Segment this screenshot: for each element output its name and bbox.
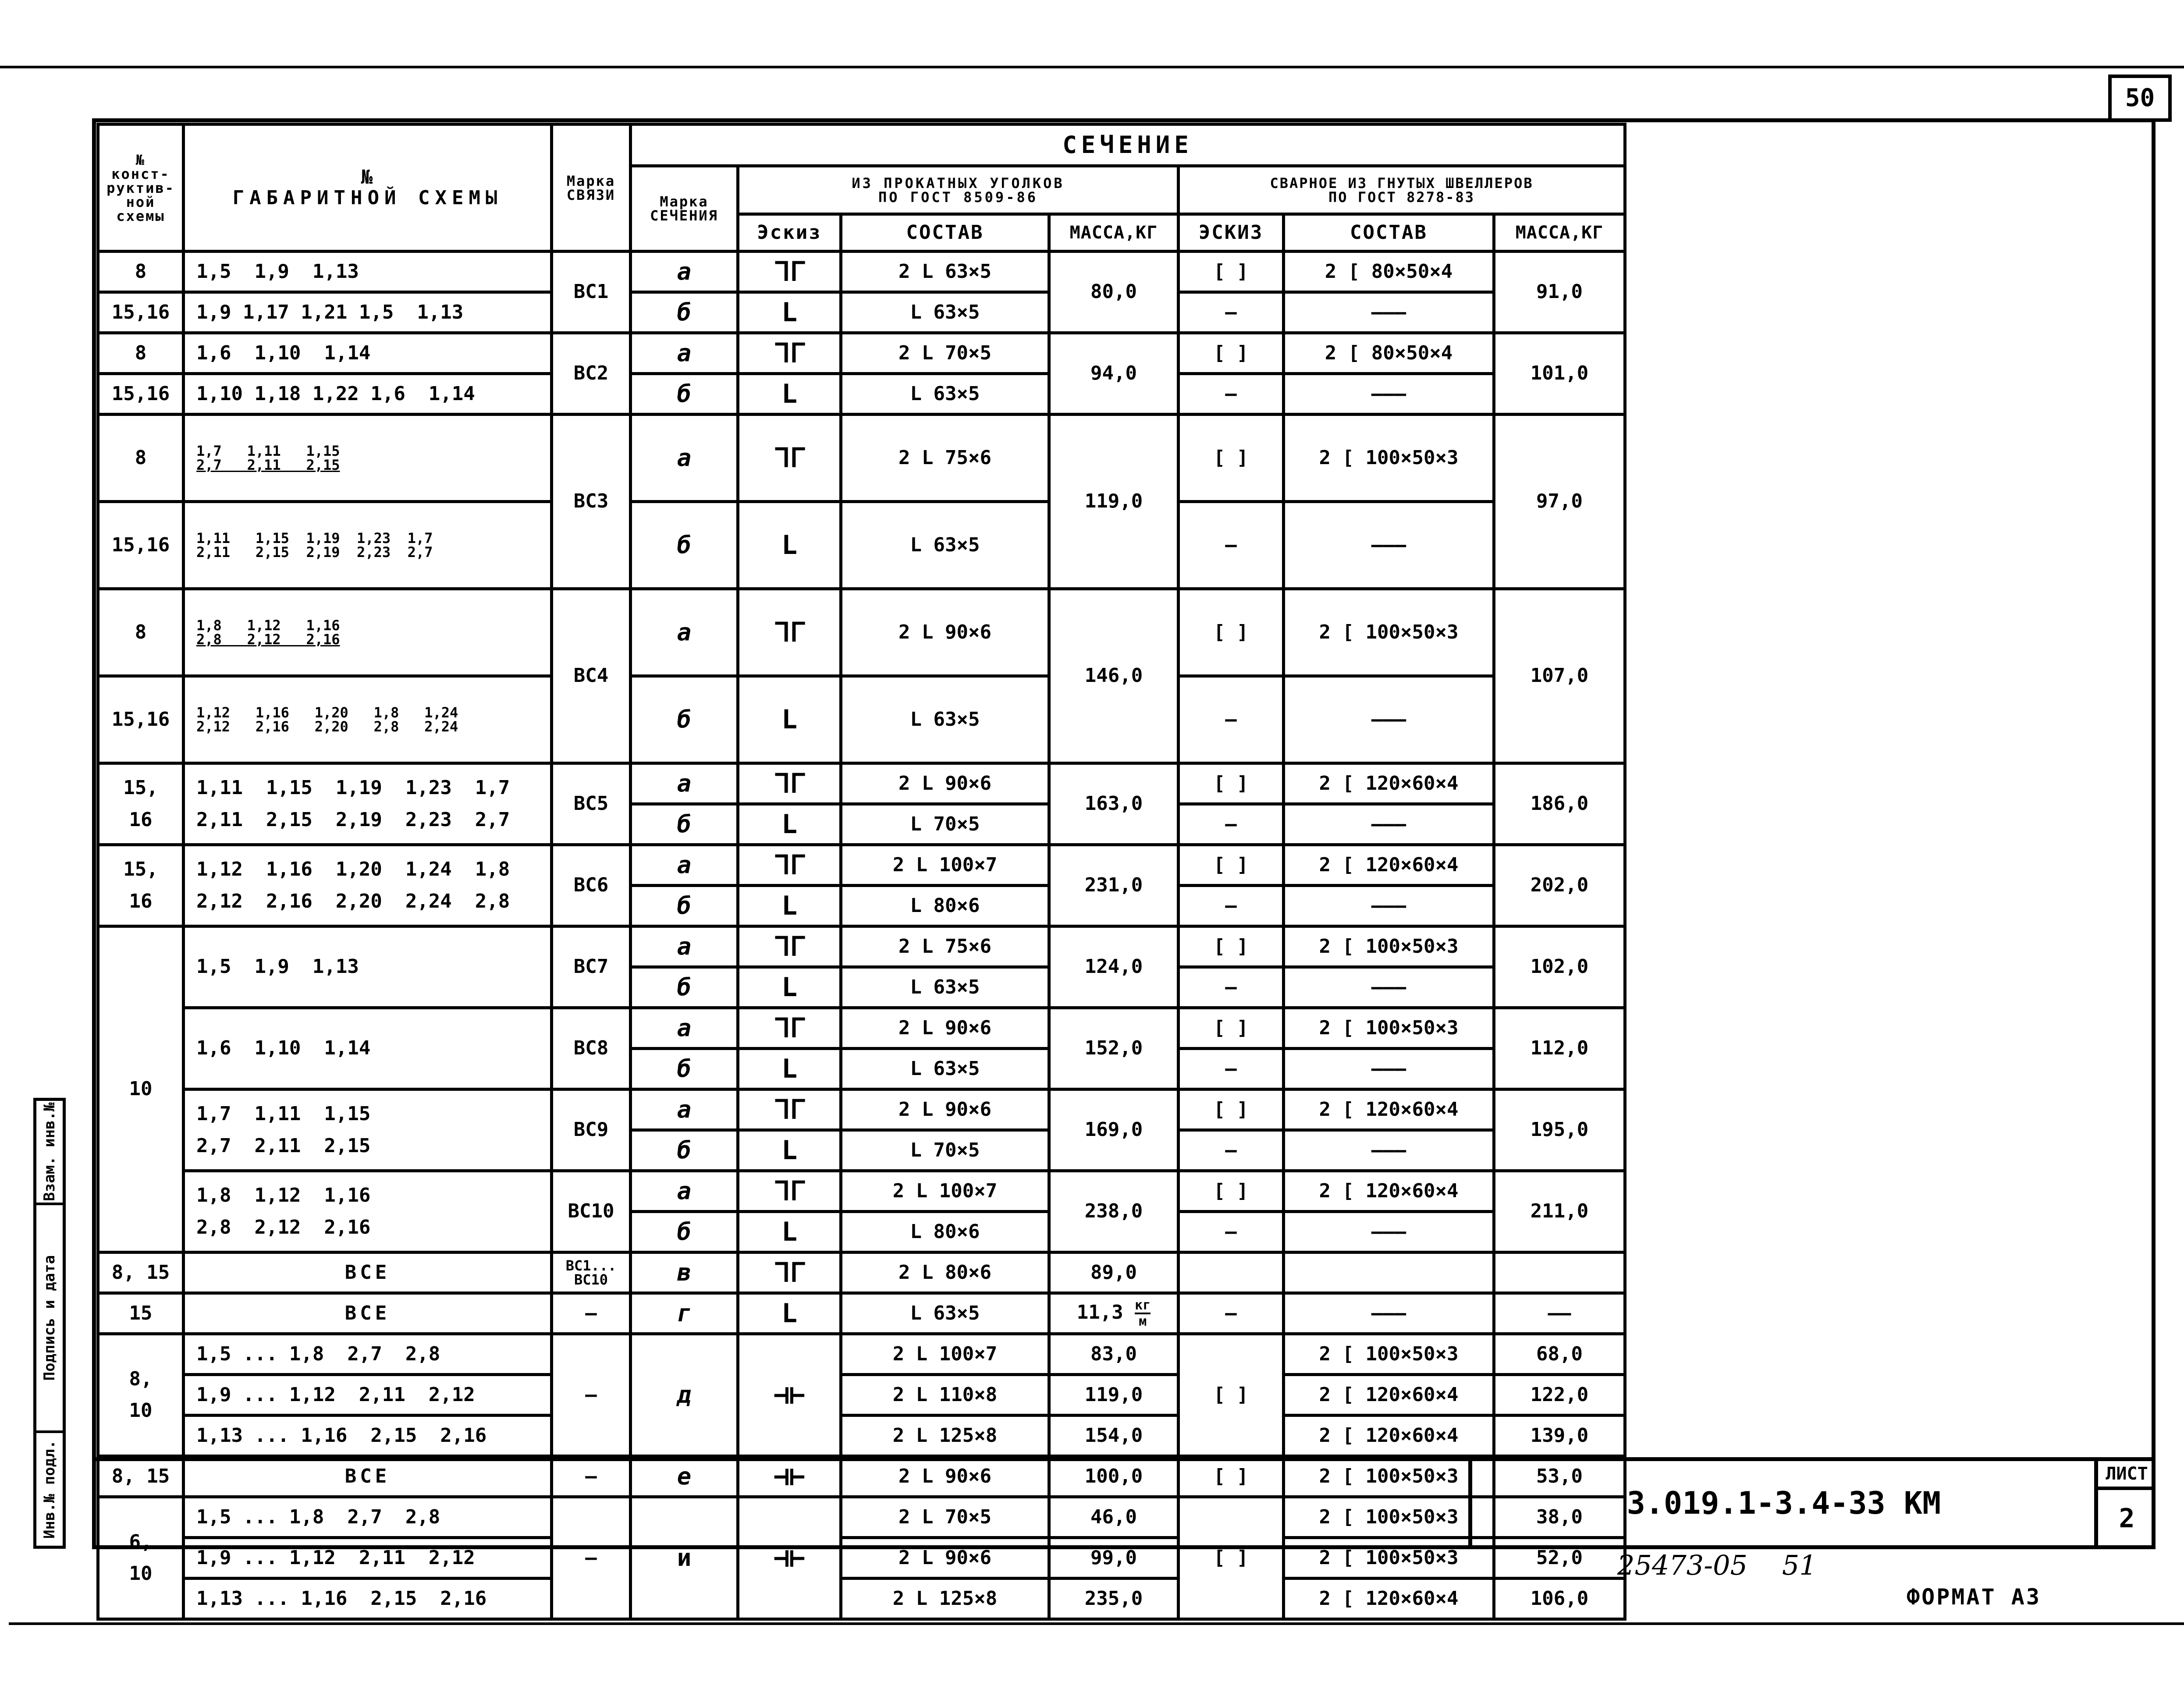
mass: 94,0 — [1049, 333, 1179, 415]
composition: 2 L 70×5 — [841, 1497, 1049, 1538]
channel-box-icon: [ ] — [1179, 333, 1284, 374]
channel-box-icon: [ ] — [1179, 1497, 1284, 1619]
single-angle-icon: L — [738, 1049, 841, 1089]
dash: — — [1179, 374, 1284, 415]
section-mark: а — [631, 1171, 738, 1212]
double-angle-icon: ᒣᒥ — [738, 763, 841, 804]
single-angle-icon: L — [738, 292, 841, 333]
welded-composition: 2 [ 100×50×3 — [1284, 1497, 1494, 1538]
mass: 119,0 — [1049, 415, 1179, 589]
double-angle-icon: ᒣᒥ — [738, 1171, 841, 1212]
welded-mass: 107,0 — [1494, 589, 1625, 763]
section-mark: е — [631, 1456, 738, 1497]
scheme-list: 1,9 ... 1,12 2,11 2,12 — [184, 1375, 552, 1416]
welded-composition: 2 [ 120×60×4 — [1284, 1579, 1494, 1619]
mass: 163,0 — [1049, 763, 1179, 845]
construct-no: 15,16 — [98, 292, 184, 333]
section-mark: б — [631, 502, 738, 589]
mass: 99,0 — [1049, 1538, 1179, 1579]
scheme-list: 1,9 ... 1,12 2,11 2,12 — [184, 1538, 552, 1579]
double-angle-icon: ᒣᒥ — [738, 1089, 841, 1130]
welded-composition: 2 [ 100×50×3 — [1284, 589, 1494, 676]
welded-sketch-header: ЭСКИЗ — [1179, 214, 1284, 252]
welded-mass: 211,0 — [1494, 1171, 1625, 1253]
cross-angle-icon: ⊣⊢ — [738, 1456, 841, 1497]
welded-composition: 2 [ 100×50×3 — [1284, 1008, 1494, 1049]
dash: — — [1179, 1049, 1284, 1089]
welded-composition: 2 [ 80×50×4 — [1284, 333, 1494, 374]
dash: — — [1179, 967, 1284, 1008]
dash: — — [1179, 502, 1284, 589]
double-angle-icon: ᒣᒥ — [738, 845, 841, 886]
mass: 46,0 — [1049, 1497, 1179, 1538]
scheme-list: 1,13 ... 1,16 2,15 2,16 — [184, 1579, 552, 1619]
composition: 2 L 90×6 — [841, 1089, 1049, 1130]
construct-no: 8 — [98, 415, 184, 502]
dash: — — [552, 1497, 631, 1619]
welded-mass: 101,0 — [1494, 333, 1625, 415]
brace-mark: ВС9 — [552, 1089, 631, 1171]
construct-no: 15, 16 — [98, 763, 184, 845]
composition: 2 L 100×7 — [841, 1171, 1049, 1212]
composition: L 63×5 — [841, 1049, 1049, 1089]
title-block-divider — [1468, 1457, 1472, 1549]
col-scheme-header: № ГАБАРИТНОЙ СХЕМЫ — [184, 124, 552, 252]
composition: 2 L 75×6 — [841, 415, 1049, 502]
section-mark: б — [631, 886, 738, 926]
double-angle-icon: ᒣᒥ — [738, 333, 841, 374]
dash: — — [552, 1334, 631, 1456]
composition: L 70×5 — [841, 804, 1049, 845]
sections-table — [96, 123, 1626, 1621]
construct-no: 8 — [98, 252, 184, 292]
col-mark-header: Марка СВЯЗИ — [552, 124, 631, 252]
welded-mass: 97,0 — [1494, 415, 1625, 589]
section-mark: б — [631, 676, 738, 763]
double-angle-icon: ᒣᒥ — [738, 252, 841, 292]
sketch-header: Эскиз — [738, 214, 841, 252]
channel-box-icon: [ ] — [1179, 589, 1284, 676]
scheme-list: 1,11 1,15 1,19 1,23 1,7 2,11 2,15 2,19 2,23 2,7 — [184, 502, 552, 589]
welded-mass: 139,0 — [1494, 1416, 1625, 1456]
mass: 235,0 — [1049, 1579, 1179, 1619]
scheme-list: ВСЕ — [184, 1293, 552, 1334]
section-mark: а — [631, 333, 738, 374]
scheme-list: 1,5 ... 1,8 2,7 2,8 — [184, 1497, 552, 1538]
mass-header: МАССА,КГ — [1049, 214, 1179, 252]
welded-mass: 52,0 — [1494, 1538, 1625, 1579]
dash: — — [1179, 804, 1284, 845]
mass: 80,0 — [1049, 252, 1179, 333]
welded-composition: 2 [ 120×60×4 — [1284, 845, 1494, 886]
brace-mark: ВС5 — [552, 763, 631, 845]
welded-composition: ——— — [1284, 374, 1494, 415]
composition: 2 L 125×8 — [841, 1579, 1049, 1619]
dash: — — [1179, 676, 1284, 763]
composition: 2 L 90×6 — [841, 1538, 1049, 1579]
double-angle-icon: ᒣᒥ — [738, 1253, 841, 1293]
welded-mass: —— — [1494, 1293, 1625, 1334]
composition: 2 L 75×6 — [841, 926, 1049, 967]
section-mark: б — [631, 374, 738, 415]
channel-box-icon: [ ] — [1179, 926, 1284, 967]
composition: L 63×5 — [841, 1293, 1049, 1334]
single-angle-icon: L — [738, 1130, 841, 1171]
single-angle-icon: L — [738, 676, 841, 763]
channel-box-icon: [ ] — [1179, 845, 1284, 886]
composition: L 80×6 — [841, 886, 1049, 926]
scheme-list: 1,12 1,16 1,20 1,8 1,24 2,12 2,16 2,20 2,8 2,24 — [184, 676, 552, 763]
section-mark: в — [631, 1253, 738, 1293]
construct-no: 10 — [98, 926, 184, 1253]
welded-composition: ——— — [1284, 1049, 1494, 1089]
section-mark: а — [631, 252, 738, 292]
single-angle-icon: L — [738, 1293, 841, 1334]
scheme-list: 1,5 1,9 1,13 — [184, 252, 552, 292]
construct-no: 15,16 — [98, 502, 184, 589]
composition: 2 L 90×6 — [841, 763, 1049, 804]
welded-composition: ——— — [1284, 967, 1494, 1008]
col-section-mark-header: Марка СЕЧЕНИЯ — [631, 166, 738, 252]
mass: 169,0 — [1049, 1089, 1179, 1171]
welded-mass: 202,0 — [1494, 845, 1625, 926]
scheme-list: 1,7 1,11 1,15 2,7 2,11 2,15 — [184, 415, 552, 502]
mass: 231,0 — [1049, 845, 1179, 926]
single-angle-icon: L — [738, 374, 841, 415]
welded-composition: 2 [ 100×50×3 — [1284, 1456, 1494, 1497]
welded-composition: ——— — [1284, 1212, 1494, 1253]
dash: — — [552, 1293, 631, 1334]
welded-mass: 106,0 — [1494, 1579, 1625, 1619]
scheme-list: 1,6 1,10 1,14 — [184, 1008, 552, 1089]
brace-mark: ВС1 — [552, 252, 631, 333]
sheet-label: ЛИСТ — [2098, 1461, 2156, 1490]
scheme-list: 1,5 ... 1,8 2,7 2,8 — [184, 1334, 552, 1375]
welded-mass: 53,0 — [1494, 1456, 1625, 1497]
single-angle-icon: L — [738, 502, 841, 589]
composition: 2 L 100×7 — [841, 1334, 1049, 1375]
composition: L 63×5 — [841, 676, 1049, 763]
scheme-list: 1,10 1,18 1,22 1,6 1,14 — [184, 374, 552, 415]
composition: 2 L 80×6 — [841, 1253, 1049, 1293]
empty-cell — [1179, 1253, 1284, 1293]
col-no-header: № конст- руктив- ной схемы — [98, 124, 184, 252]
double-angle-icon: ᒣᒥ — [738, 415, 841, 502]
dash: — — [1179, 292, 1284, 333]
composition: L 70×5 — [841, 1130, 1049, 1171]
mass: 89,0 — [1049, 1253, 1179, 1293]
welded-composition: 2 [ 120×60×4 — [1284, 763, 1494, 804]
mass: 238,0 — [1049, 1171, 1179, 1253]
double-angle-icon: ᒣᒥ — [738, 1008, 841, 1049]
composition: 2 L 90×6 — [841, 589, 1049, 676]
welded-composition: ——— — [1284, 676, 1494, 763]
sheet-box-divider — [2094, 1457, 2098, 1549]
welded-group-header: СВАРНОЕ ИЗ ГНУТЫХ ШВЕЛЛЕРОВ ПО ГОСТ 8278-83 — [1179, 166, 1625, 214]
construct-no: 8 — [98, 589, 184, 676]
scheme-list: 1,8 1,12 1,16 2,8 2,12 2,16 — [184, 1171, 552, 1253]
channel-box-icon: [ ] — [1179, 1089, 1284, 1130]
top-rule — [0, 66, 2184, 68]
scheme-list: ВСЕ — [184, 1456, 552, 1497]
side-stamp-inv-no: Инв.№ подл. — [36, 1430, 63, 1546]
dash: — — [1179, 1130, 1284, 1171]
cross-angle-icon: ⊣⊢ — [738, 1497, 841, 1619]
handwritten-note: 25473-05 51 — [1617, 1549, 1817, 1581]
welded-mass: 38,0 — [1494, 1497, 1625, 1538]
empty-cell — [1284, 1253, 1494, 1293]
composition: 2 L 63×5 — [841, 252, 1049, 292]
welded-mass: 112,0 — [1494, 1008, 1625, 1089]
section-mark: а — [631, 589, 738, 676]
construct-no: 15 — [98, 1293, 184, 1334]
welded-composition-header: СОСТАВ — [1284, 214, 1494, 252]
scheme-list: 1,5 1,9 1,13 — [184, 926, 552, 1008]
mass: 100,0 — [1049, 1456, 1179, 1497]
brace-mark: ВС2 — [552, 333, 631, 415]
section-mark: д — [631, 1334, 738, 1456]
welded-composition: ——— — [1284, 292, 1494, 333]
composition-header: СОСТАВ — [841, 214, 1049, 252]
dash: — — [1179, 1293, 1284, 1334]
section-mark: а — [631, 1008, 738, 1049]
scheme-list: ВСЕ — [184, 1253, 552, 1293]
welded-mass: 102,0 — [1494, 926, 1625, 1008]
composition: 2 L 110×8 — [841, 1375, 1049, 1416]
rolled-group-header: ИЗ ПРОКАТНЫХ УГОЛКОВ ПО ГОСТ 8509-86 — [738, 166, 1179, 214]
channel-box-icon: [ ] — [1179, 1456, 1284, 1497]
welded-composition: 2 [ 100×50×3 — [1284, 415, 1494, 502]
composition: L 63×5 — [841, 502, 1049, 589]
construct-no: 15, 16 — [98, 845, 184, 926]
section-mark: г — [631, 1293, 738, 1334]
welded-mass: 122,0 — [1494, 1375, 1625, 1416]
composition: 2 L 90×6 — [841, 1008, 1049, 1049]
single-angle-icon: L — [738, 967, 841, 1008]
dash: — — [1179, 886, 1284, 926]
section-mark: и — [631, 1497, 738, 1619]
composition: L 63×5 — [841, 967, 1049, 1008]
scheme-list: 1,13 ... 1,16 2,15 2,16 — [184, 1416, 552, 1456]
channel-box-icon: [ ] — [1179, 1171, 1284, 1212]
format-label: ФОРМАТ А3 — [1907, 1584, 2041, 1610]
scheme-list: 1,6 1,10 1,14 — [184, 333, 552, 374]
section-mark: а — [631, 845, 738, 886]
section-mark: б — [631, 292, 738, 333]
brace-mark: ВС7 — [552, 926, 631, 1008]
mass: 83,0 — [1049, 1334, 1179, 1375]
channel-box-icon: [ ] — [1179, 1334, 1284, 1456]
scheme-list: 1,11 1,15 1,19 1,23 1,7 2,11 2,15 2,19 2,23 2,7 — [184, 763, 552, 845]
composition: 2 L 125×8 — [841, 1416, 1049, 1456]
construct-no: 8, 15 — [98, 1456, 184, 1497]
welded-composition: 2 [ 120×60×4 — [1284, 1089, 1494, 1130]
double-angle-icon: ᒣᒥ — [738, 589, 841, 676]
composition: L 63×5 — [841, 292, 1049, 333]
welded-composition: 2 [ 80×50×4 — [1284, 252, 1494, 292]
construct-no: 8, 10 — [98, 1334, 184, 1456]
construct-no: 15,16 — [98, 676, 184, 763]
bottom-rule — [9, 1622, 2184, 1625]
brace-mark: ВС6 — [552, 845, 631, 926]
section-mark: б — [631, 967, 738, 1008]
welded-composition: 2 [ 100×50×3 — [1284, 1538, 1494, 1579]
section-mark: а — [631, 763, 738, 804]
composition: 2 L 90×6 — [841, 1456, 1049, 1497]
cross-angle-icon: ⊣⊢ — [738, 1334, 841, 1456]
welded-composition: 2 [ 120×60×4 — [1284, 1416, 1494, 1456]
scheme-list: 1,9 1,17 1,21 1,5 1,13 — [184, 292, 552, 333]
scheme-list: 1,8 1,12 1,16 2,8 2,12 2,16 — [184, 589, 552, 676]
side-stamp — [33, 1098, 66, 1549]
welded-composition: 2 [ 100×50×3 — [1284, 926, 1494, 967]
welded-mass: 68,0 — [1494, 1334, 1625, 1375]
section-mark: б — [631, 804, 738, 845]
mass: 154,0 — [1049, 1416, 1179, 1456]
single-angle-icon: L — [738, 804, 841, 845]
composition: 2 L 70×5 — [841, 333, 1049, 374]
side-stamp-replace-inv: Взам. инв.№ — [41, 1102, 58, 1201]
scheme-list: 1,7 1,11 1,15 2,7 2,11 2,15 — [184, 1089, 552, 1171]
welded-mass: 186,0 — [1494, 763, 1625, 845]
section-mark: а — [631, 415, 738, 502]
mass: 146,0 — [1049, 589, 1179, 763]
composition: L 63×5 — [841, 374, 1049, 415]
brace-mark: ВС8 — [552, 1008, 631, 1089]
empty-cell — [1494, 1253, 1625, 1293]
construct-no: 8, 15 — [98, 1253, 184, 1293]
channel-box-icon: [ ] — [1179, 252, 1284, 292]
dash: — — [1179, 1212, 1284, 1253]
construct-no: 8 — [98, 333, 184, 374]
dash: — — [552, 1456, 631, 1497]
welded-composition: 2 [ 100×50×3 — [1284, 1334, 1494, 1375]
section-title: СЕЧЕНИЕ — [631, 124, 1625, 166]
mass: 11,3 $\frac{кг}{м}$ — [1049, 1293, 1179, 1334]
section-mark: б — [631, 1212, 738, 1253]
welded-composition: ——— — [1284, 886, 1494, 926]
mass: 119,0 — [1049, 1375, 1179, 1416]
single-angle-icon: L — [738, 1212, 841, 1253]
composition: 2 L 100×7 — [841, 845, 1049, 886]
channel-box-icon: [ ] — [1179, 763, 1284, 804]
composition: L 80×6 — [841, 1212, 1049, 1253]
single-angle-icon: L — [738, 886, 841, 926]
welded-composition: ——— — [1284, 502, 1494, 589]
brace-mark: ВС10 — [552, 1171, 631, 1253]
channel-box-icon: [ ] — [1179, 1008, 1284, 1049]
construct-no: 15,16 — [98, 374, 184, 415]
welded-composition: ——— — [1284, 1130, 1494, 1171]
channel-box-icon: [ ] — [1179, 415, 1284, 502]
side-stamp-signature: Подпись и дата — [36, 1203, 63, 1430]
scheme-list: 1,12 1,16 1,20 1,24 1,8 2,12 2,16 2,20 2,24 2,8 — [184, 845, 552, 926]
double-angle-icon: ᒣᒥ — [738, 926, 841, 967]
welded-composition: ——— — [1284, 1293, 1494, 1334]
welded-mass-header: МАССА,КГ — [1494, 214, 1625, 252]
page-number: 50 — [2125, 84, 2155, 112]
brace-mark: ВС4 — [552, 589, 631, 763]
welded-composition: 2 [ 120×60×4 — [1284, 1171, 1494, 1212]
mass: 124,0 — [1049, 926, 1179, 1008]
brace-mark: ВС1... ВС10 — [552, 1253, 631, 1293]
brace-mark: ВС3 — [552, 415, 631, 589]
construct-no: 6, 10 — [98, 1497, 184, 1619]
section-mark: б — [631, 1049, 738, 1089]
welded-composition: 2 [ 120×60×4 — [1284, 1375, 1494, 1416]
document-code: 3.019.1-3.4-33 КМ — [1626, 1485, 1941, 1521]
section-mark: а — [631, 926, 738, 967]
welded-composition: ——— — [1284, 804, 1494, 845]
welded-mass: 91,0 — [1494, 252, 1625, 333]
section-mark: а — [631, 1089, 738, 1130]
mass: 152,0 — [1049, 1008, 1179, 1089]
welded-mass: 195,0 — [1494, 1089, 1625, 1171]
section-mark: б — [631, 1130, 738, 1171]
sheet-number: 2 — [2119, 1503, 2135, 1534]
